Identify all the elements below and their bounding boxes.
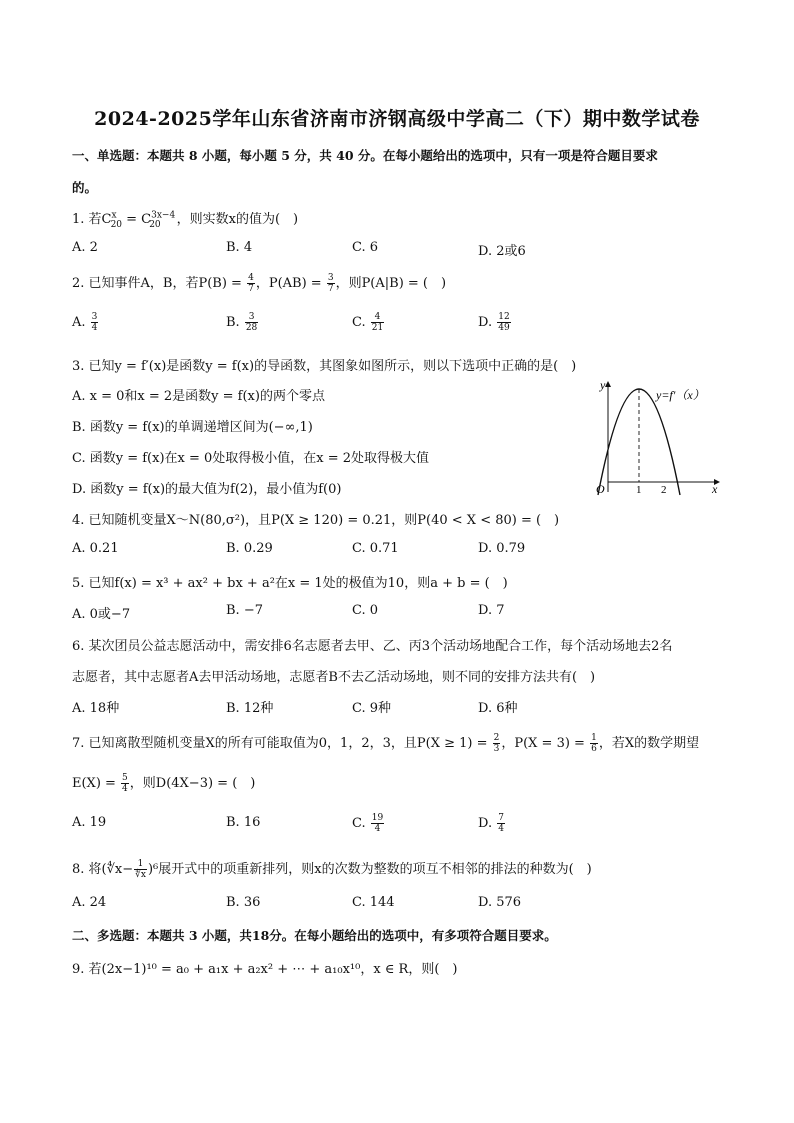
q1-option-c: C. 6 xyxy=(352,240,379,255)
q4-option-b: B. 0.29 xyxy=(226,541,273,556)
question-8-stem xyxy=(72,858,592,880)
tick-label-1: 1 xyxy=(636,484,642,496)
q8-stem-a: 8. 将( xyxy=(72,862,107,877)
q2-fraction-1: $\frac{4}{7}$ xyxy=(248,273,254,294)
q4-option-d: D. 0.79 xyxy=(478,541,526,556)
tick-label-2: 2 xyxy=(661,484,667,496)
q1-stem-mid: = C xyxy=(122,212,152,227)
q3-option-b: B. 函数y = f(x)的单调递增区间为(−∞,1) xyxy=(72,420,313,435)
q7-line1-a: 7. 已知离散型随机变量X的所有可能取值为0，1，2，3，且P(X ≥ 1) = xyxy=(72,736,492,751)
q7-line2-b: ，则D(4X−3) = ( ) xyxy=(129,776,256,791)
q2-stem-a: 2. 已知事件A，B，若P(B) = xyxy=(72,276,247,291)
q2-stem-c: ，则P(A|B) = ( ) xyxy=(335,276,447,291)
q8-root: ∜x xyxy=(106,862,123,877)
q1-sub2: 20 xyxy=(149,219,161,230)
y-axis-label: y xyxy=(600,378,606,392)
origin-label: O xyxy=(596,482,605,496)
q1-option-d: D. 2或6 xyxy=(478,244,526,259)
q2-option-c: C. $\frac{4}{21}$ xyxy=(352,312,384,333)
q7-line1-c: ，若X的数学期望 xyxy=(598,736,700,751)
section2-header: 二、多选题：本题共 3 小题，共18分。在每小题给出的选项中，有多项符合题目要求。 xyxy=(72,928,557,943)
question-2-stem xyxy=(72,272,446,294)
q3-option-a: A. x = 0和x = 2是函数y = f(x)的两个零点 xyxy=(72,389,325,404)
q8-fraction: $\frac{1}{∜x}$ xyxy=(135,859,146,880)
q7-line2-a: E(X) = xyxy=(72,776,121,791)
q5-option-c: C. 0 xyxy=(352,603,379,618)
q8-option-c: C. 144 xyxy=(352,895,395,910)
q2-stem-b: ，P(AB) = xyxy=(255,276,326,291)
x-axis-label: x xyxy=(712,482,718,496)
q5-option-b: B. −7 xyxy=(226,603,263,618)
q7-option-c: C. $\frac{19}{4}$ xyxy=(352,813,384,834)
section1-header-line2: 的。 xyxy=(72,180,98,195)
q4-option-c: C. 0.71 xyxy=(352,541,399,556)
question-3-stem: 3. 已知y = f′(x)是函数y = f(x)的导函数，其图象如图所示，则以下选项中正确的是( ) xyxy=(72,359,577,374)
q6-option-b: B. 12种 xyxy=(226,701,274,716)
q7-option-d: D. $\frac{7}{4}$ xyxy=(478,813,504,834)
q7-fraction-3: $\frac{5}{4}$ xyxy=(122,773,128,794)
q1-sup2: 3x−4 xyxy=(151,210,176,221)
q3-option-d: D. 函数y = f(x)的最大值为f(2)，最小值为f(0) xyxy=(72,482,342,497)
q1-option-b: B. 4 xyxy=(226,240,253,255)
q7-option-b: B. 16 xyxy=(226,815,261,830)
q4-option-a: A. 0.21 xyxy=(72,541,119,556)
q6-option-d: D. 6种 xyxy=(478,701,518,716)
q8-option-d: D. 576 xyxy=(478,895,522,910)
question-9-stem: 9. 若(2x−1)¹⁰ = a₀ + a₁x + a₂x² + ⋯ + a₁₀x¹⁰，x ∈ R，则( ) xyxy=(72,962,458,977)
q7-line1-b: ，P(X = 3) = xyxy=(501,736,590,751)
q1-stem-end: ，则实数x的值为( ) xyxy=(176,212,299,227)
q6-option-a: A. 18种 xyxy=(72,701,120,716)
page-title: 2024-2025学年山东省济南市济钢高级中学高二（下）期中数学试卷 xyxy=(94,108,700,130)
question-1-stem xyxy=(72,208,298,230)
q5-option-a: A. 0或−7 xyxy=(72,607,131,622)
q7-fraction-2: $\frac{1}{6}$ xyxy=(591,733,597,754)
q1-sub1: 20 xyxy=(110,219,123,230)
q2-option-a: A. $\frac{3}{4}$ xyxy=(72,312,98,333)
curve-label: y=f′（x） xyxy=(656,388,705,402)
q1-sup1: x xyxy=(111,210,117,221)
question-7-line2 xyxy=(72,772,255,794)
derivative-graph xyxy=(594,377,724,497)
q6-option-c: C. 9种 xyxy=(352,701,392,716)
question-7-line1 xyxy=(72,732,699,754)
q1-option-a: A. 2 xyxy=(72,240,98,255)
q1-stem-start: 1. 若C xyxy=(72,212,112,227)
question-6-line2: 志愿者，其中志愿者A去甲活动场地，志愿者B不去乙活动场地，则不同的安排方法共有( ) xyxy=(72,670,596,685)
q8-power: )⁶展开式中的项重新排列，则x的次数为整数的项互不相邻的排法的种数为( ) xyxy=(147,862,592,877)
q5-option-d: D. 7 xyxy=(478,603,505,618)
question-6-line1: 6. 某次团员公益志愿活动中，需安排6名志愿者去甲、乙、丙3个活动场地配合工作，每个活动场地去2名 xyxy=(72,639,673,654)
question-4-stem: 4. 已知随机变量X～N(80,σ²)，且P(X ≥ 120) = 0.21，则P(40 < X < 80) = ( ) xyxy=(72,513,560,528)
q8-minus: − xyxy=(122,862,134,877)
q7-option-a: A. 19 xyxy=(72,815,107,830)
q3-option-c: C. 函数y = f(x)在x = 0处取得极小值，在x = 2处取得极大值 xyxy=(72,451,430,466)
q2-option-d: D. $\frac{12}{49}$ xyxy=(478,312,510,333)
section1-header-line1: 一、单选题：本题共 8 小题，每小题 5 分，共 40 分。在每小题给出的选项中，只有一项是符合题目要求 xyxy=(72,148,658,163)
q8-option-a: A. 24 xyxy=(72,895,107,910)
q7-fraction-1: $\frac{2}{3}$ xyxy=(493,733,500,754)
q2-option-b: B. $\frac{3}{28}$ xyxy=(226,312,258,333)
q8-option-b: B. 36 xyxy=(226,895,261,910)
q2-fraction-2: $\frac{3}{7}$ xyxy=(327,273,334,294)
question-5-stem: 5. 已知f(x) = x³ + ax² + bx + a²在x = 1处的极值为10，则a + b = ( ) xyxy=(72,576,508,591)
